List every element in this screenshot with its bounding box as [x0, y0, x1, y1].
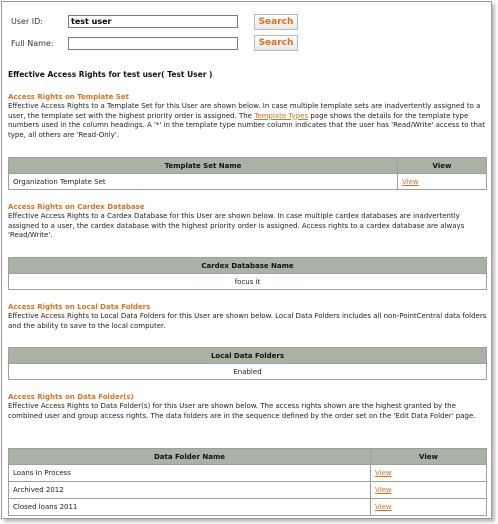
local-folders-cell: Enabled: [9, 364, 487, 380]
template-set-name-cell: Organization Template Set: [9, 174, 398, 190]
data-folder-name-cell: Archived 2012: [9, 482, 371, 499]
search-button-full-name[interactable]: Search: [254, 35, 298, 51]
template-set-view-header: View: [398, 158, 487, 174]
data-folders-description: Effective Access Rights to Data Folder(s) for this User are shown below. The access rights shown are the highest granted by the combined user and group access rights. The data folders are in the sequence defined by the order set on the 'Edit Data Folder' page.: [8, 402, 476, 420]
template-set-name-header: Template Set Name: [9, 158, 398, 174]
table-row: [9, 499, 487, 516]
template-types-link[interactable]: Template Types: [254, 111, 309, 120]
full-name-label: Full Name:: [11, 39, 54, 48]
data-folders-heading: Access Rights on Data Folder(s): [8, 393, 134, 401]
table-row: [9, 174, 487, 190]
data-folders-table: [8, 448, 487, 516]
local-folders-header: Local Data Folders: [9, 348, 487, 364]
cardex-description: Effective Access Rights to a Cardex Database for this User are shown below. In case multiple cardex databases are inadvertently assigned to a user, the cardex database with the highest priority order is assigned. Access rights to a cardex database are always 'Read/Write'.: [8, 212, 465, 239]
template-set-description: [8, 102, 488, 140]
template-set-text-a: Effective Access Rights to a Template Set for this User are shown below. In case multiple template sets are inadvertently assigned to a user, the template set with the highest priority order is assigned. The: [8, 102, 481, 120]
table-row: [9, 465, 487, 482]
cardex-heading: Access Rights on Cardex Database: [8, 203, 145, 211]
template-set-text-b: page shows the details for the template type numbers used in the column headings. A '*' in the template type number column indicates that the user has 'Read/Write' access to that type, all others are 'Read-Only'.: [8, 111, 485, 139]
access-rights-panel: [1, 1, 492, 519]
user-id-label: User ID:: [11, 17, 43, 26]
cardex-table: [8, 257, 487, 290]
data-folder-view-link[interactable]: View: [375, 469, 392, 477]
template-set-heading: Access Rights on Template Set: [8, 93, 129, 101]
data-folder-view-header: View: [371, 449, 487, 465]
user-id-input[interactable]: test user: [68, 15, 238, 28]
local-folders-description: Effective Access Rights to Local Data Folders for this User are shown below. Local Data Folders includes all non-PointCentral data folders and the ability to save to the local computer.: [8, 312, 487, 330]
cardex-name-header: Cardex Database Name: [9, 258, 487, 274]
full-name-input[interactable]: [68, 37, 238, 50]
search-button-user-id[interactable]: Search: [254, 14, 298, 30]
template-set-table: [8, 157, 487, 190]
data-folder-view-link[interactable]: View: [375, 503, 392, 511]
data-folder-view-link[interactable]: View: [375, 486, 392, 494]
local-folders-table: [8, 347, 487, 380]
local-folders-heading: Access Rights on Local Data Folders: [8, 303, 151, 311]
table-row: [9, 274, 487, 290]
data-folder-name-header: Data Folder Name: [9, 449, 371, 465]
data-folder-name-cell: Loans In Process: [9, 465, 371, 482]
data-folder-name-cell: Closed loans 2011: [9, 499, 371, 516]
template-set-view-link[interactable]: View: [402, 177, 419, 186]
table-row: [9, 482, 487, 499]
table-row: [9, 364, 487, 380]
cardex-name-cell: focus it: [9, 274, 487, 290]
page-title: Effective Access Rights for test user( Test User ): [8, 70, 213, 79]
